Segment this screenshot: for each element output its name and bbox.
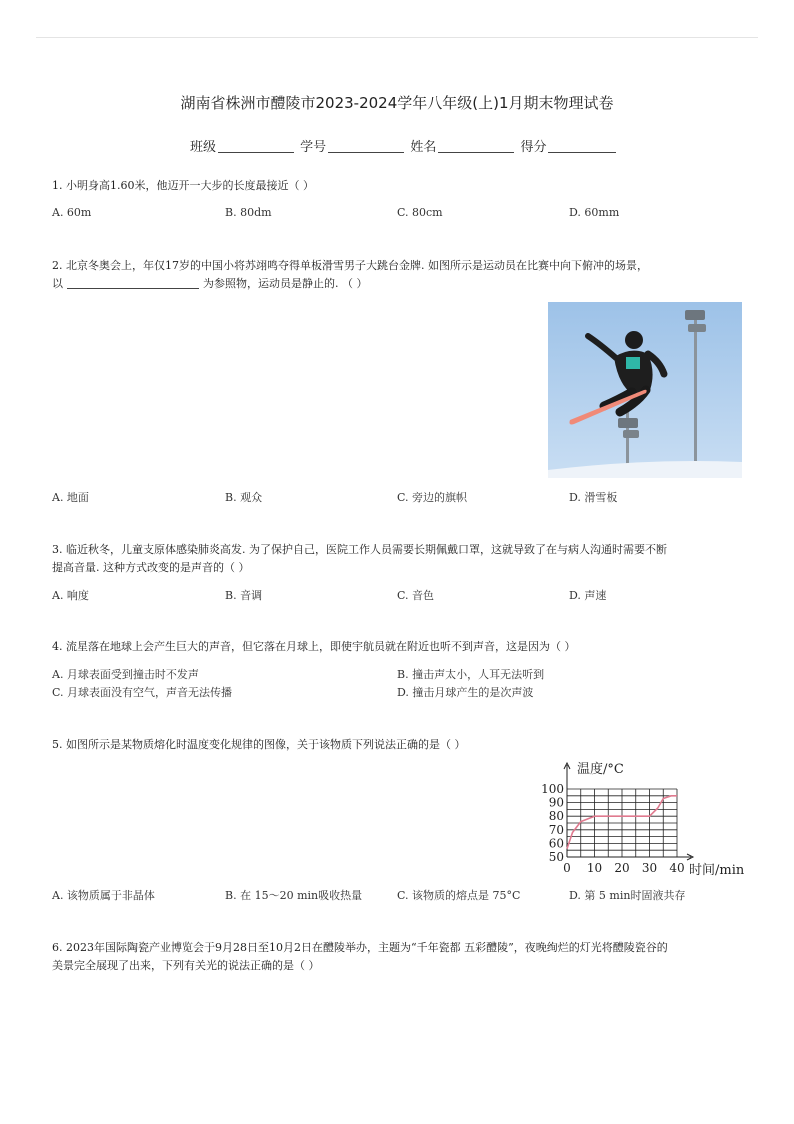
- paper-title: 湖南省株洲市醴陵市2023-2024学年八年级(上)1月期末物理试卷: [180, 94, 614, 112]
- question-2-stem-line2: [52, 275, 368, 293]
- y-tick-label: 90: [548, 795, 564, 810]
- q1-option-a[interactable]: A. 60m: [52, 206, 92, 219]
- x-tick-label: 40: [669, 861, 685, 875]
- q5-option-d[interactable]: D. 第 5 min时固液共存: [569, 889, 686, 902]
- student-info-line: [190, 136, 618, 155]
- y-tick-label: 80: [548, 809, 564, 824]
- q3-option-d[interactable]: D. 声速: [569, 589, 607, 602]
- q3-option-b[interactable]: B. 音调: [225, 589, 263, 602]
- x-tick-label: 30: [641, 861, 658, 875]
- question-6-stem-line2: 美景完全展现了出来，下列有关光的说法正确的是（ ）: [52, 959, 320, 972]
- student-id-label: 学号: [300, 140, 327, 155]
- q1-option-b[interactable]: B. 80dm: [225, 206, 272, 219]
- q3-option-a[interactable]: A. 响度: [52, 589, 89, 602]
- name-blank[interactable]: [438, 140, 514, 153]
- y-tick-label: 70: [548, 822, 564, 837]
- y-tick-label: 100: [541, 782, 564, 796]
- q4-option-b[interactable]: B. 撞击声太小，人耳无法听到: [397, 668, 545, 681]
- q4-option-a[interactable]: A. 月球表面受到撞击时不发声: [52, 668, 199, 681]
- name-label: 姓名: [410, 140, 437, 155]
- class-blank[interactable]: [218, 140, 294, 153]
- q2-option-d[interactable]: D. 滑雪板: [569, 491, 618, 504]
- q2-option-c[interactable]: C. 旁边的旗帜: [397, 491, 468, 504]
- q4-option-d[interactable]: D. 撞击月球产生的是次声波: [397, 686, 534, 699]
- score-label: 得分: [520, 140, 547, 155]
- y-tick-label: 50: [548, 850, 564, 864]
- y-axis-label: 温度/°C: [577, 762, 624, 777]
- q4-option-c[interactable]: C. 月球表面没有空气，声音无法传播: [52, 686, 233, 699]
- q5-option-b[interactable]: B. 在 15～20 min吸收热量: [225, 889, 363, 902]
- question-2-suffix: 为参照物，运动员是静止的. （ ）: [203, 277, 368, 290]
- q5-option-a[interactable]: A. 该物质属于非晶体: [52, 889, 155, 902]
- question-3-stem-line1: 3. 临近秋冬，儿童支原体感染肺炎高发. 为了保护自己，医院工作人员需要长期佩戴口罩，这就导致了在与病人沟通时需要不断: [52, 543, 667, 556]
- x-tick-label: 20: [614, 861, 630, 875]
- score-blank[interactable]: [548, 140, 616, 153]
- question-6-stem-line1: 6. 2023年国际陶瓷产业博览会于9月28日至10月2日在醴陵举办，主题为“千年瓷都 五彩醴陵”，夜晚绚烂的灯光将醴陵瓷谷的: [52, 941, 668, 954]
- q2-option-b[interactable]: B. 观众: [225, 491, 263, 504]
- question-1-stem: 1. 小明身高1.60米，他迈开一大步的长度最接近（ ）: [52, 179, 314, 192]
- snowboarder-photo: [548, 302, 742, 478]
- melting-graph-svg: [540, 757, 750, 879]
- q2-option-a[interactable]: A. 地面: [52, 491, 89, 504]
- x-tick-label: 0: [563, 861, 571, 875]
- question-2-prefix: 以: [52, 277, 63, 290]
- question-3-stem-line2: 提高音量. 这种方式改变的是声音的（ ）: [52, 561, 250, 574]
- q5-option-c[interactable]: C. 该物质的熔点是 75°C: [397, 889, 521, 902]
- y-tick-label: 60: [548, 836, 564, 851]
- q1-option-d[interactable]: D. 60mm: [569, 206, 620, 219]
- x-axis-label: 时间/min: [689, 863, 745, 878]
- q1-option-c[interactable]: C. 80cm: [397, 206, 443, 219]
- student-id-blank[interactable]: [328, 140, 404, 153]
- answer-blank[interactable]: [67, 277, 199, 289]
- question-2-stem-line1: 2. 北京冬奥会上，年仅17岁的中国小将苏翊鸣夺得单板滑雪男子大跳台金牌. 如图所示是运动员在比赛中向下俯冲的场景，: [52, 259, 648, 272]
- class-label: 班级: [190, 140, 217, 155]
- x-tick-label: 10: [586, 861, 603, 875]
- question-4-stem: 4. 流星落在地球上会产生巨大的声音，但它落在月球上，即使宇航员就在附近也听不到声音，这是因为（ ）: [52, 640, 576, 653]
- question-5-stem: 5. 如图所示是某物质熔化时温度变化规律的图像，关于该物质下列说法正确的是（ ）: [52, 738, 466, 751]
- melting-graph: [540, 757, 750, 879]
- q3-option-c[interactable]: C. 音色: [397, 589, 435, 602]
- top-divider: [36, 37, 758, 38]
